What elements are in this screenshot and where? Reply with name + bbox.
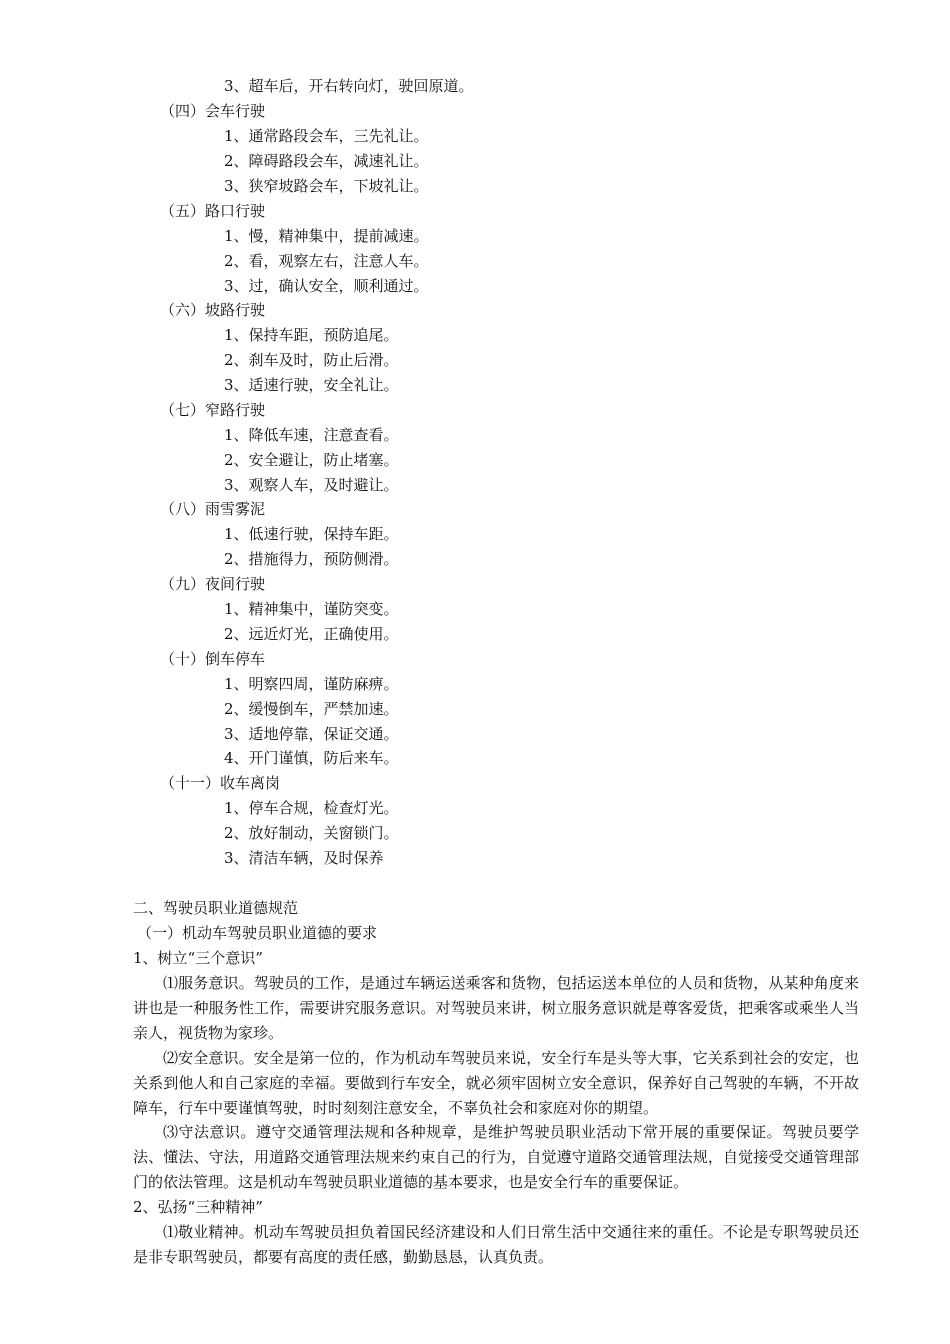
section-title: （四）会车行驶	[160, 102, 266, 120]
list-item: 3、清洁车辆，及时保养	[224, 849, 384, 867]
paragraph: ⑶守法意识。遵守交通管理法规和各种规章，是维护驾驶员职业活动下常开展的重要保证。驾驶员要学法、懂法、守法，用道路交通管理法规来约束自己的行为，自觉遵守道路交通管理法规，自觉接受交通管理部门的依法管理。这是机动车驾驶员职业道德的基本要求，也是安全行车的重要保证。	[133, 1123, 859, 1191]
point-title: 1、树立“三个意识”	[133, 949, 263, 967]
section-title: （五）路口行驶	[160, 202, 266, 220]
list-item: 2、措施得力，预防侧滑。	[224, 550, 399, 568]
section-title: （六）坡路行驶	[160, 301, 266, 319]
list-item: 3、超车后，开右转向灯，驶回原道。	[224, 77, 474, 95]
list-item: 1、精神集中，谨防突变。	[224, 600, 399, 618]
list-item: 3、适速行驶，安全礼让。	[224, 376, 399, 394]
list-item: 4、开门谨慎，防后来车。	[224, 749, 399, 767]
paragraph: ⑴服务意识。驾驶员的工作，是通过车辆运送乘客和货物，包括运送本单位的人员和货物，从某种角度来讲也是一种服务性工作，需要讲究服务意识。对驾驶员来讲，树立服务意识就是尊客爱货，把乘客或乘坐人当亲人，视货物为家珍。	[133, 974, 859, 1042]
point-title: 2、弘扬“三种精神”	[133, 1198, 263, 1216]
section-title: （十）倒车停车	[160, 650, 266, 668]
paragraph: ⑵安全意识。安全是第一位的，作为机动车驾驶员来说，安全行车是头等大事，它关系到社会的安定，也关系到他人和自己家庭的幸福。要做到行车安全，就必须牢固树立安全意识，保养好自己驾驶的车辆，不开故障车，行车中要谨慎驾驶，时时刻刻注意安全，不辜负社会和家庭对你的期望。	[133, 1049, 859, 1117]
list-item: 2、安全避让，防止堵塞。	[224, 451, 399, 469]
list-item: 1、明察四周，谨防麻痹。	[224, 675, 399, 693]
list-item: 1、停车合规，检查灯光。	[224, 799, 399, 817]
section-title: （九）夜间行驶	[160, 575, 266, 593]
list-item: 1、慢，精神集中，提前减速。	[224, 227, 429, 245]
section-title: （十一）收车离岗	[160, 774, 281, 792]
chapter-heading: 二、驾驶员职业道德规范	[133, 899, 299, 917]
list-item: 2、缓慢倒车，严禁加速。	[224, 700, 399, 718]
section-title: （八）雨雪雾泥	[160, 500, 266, 518]
paragraph: ⑴敬业精神。机动车驾驶员担负着国民经济建设和人们日常生活中交通往来的重任。不论是专职驾驶员还是非专职驾驶员，都要有高度的责任感，勤勤恳恳，认真负责。	[133, 1223, 859, 1266]
list-item: 3、狭窄坡路会车，下坡礼让。	[224, 177, 429, 195]
list-item: 2、远近灯光，正确使用。	[224, 625, 399, 643]
list-item: 3、过，确认安全，顺利通过。	[224, 277, 429, 295]
section-title: （七）窄路行驶	[160, 401, 266, 419]
list-item: 2、放好制动，关窗锁门。	[224, 824, 399, 842]
list-item: 2、障碍路段会车，减速礼让。	[224, 152, 429, 170]
list-item: 3、观察人车，及时避让。	[224, 476, 399, 494]
list-item: 1、低速行驶，保持车距。	[224, 525, 399, 543]
list-item: 1、保持车距，预防追尾。	[224, 326, 399, 344]
list-item: 2、刹车及时，防止后滑。	[224, 351, 399, 369]
subsection-heading: （一）机动车驾驶员职业道德的要求	[137, 924, 378, 942]
list-item: 1、通常路段会车，三先礼让。	[224, 127, 429, 145]
list-item: 3、适地停靠，保证交通。	[224, 725, 399, 743]
list-item: 1、降低车速，注意查看。	[224, 426, 399, 444]
list-item: 2、看，观察左右，注意人车。	[224, 252, 429, 270]
